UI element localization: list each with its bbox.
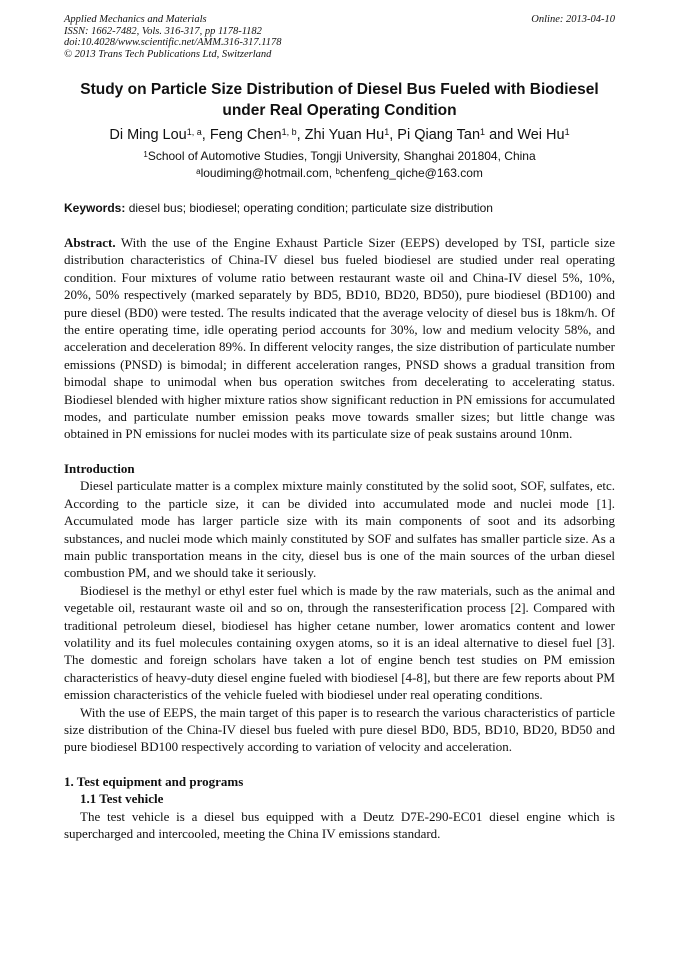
abstract-label: Abstract.: [64, 235, 116, 250]
keywords: [64, 200, 615, 217]
author-name: Feng Chen: [209, 127, 282, 143]
affiliation-block: [64, 148, 615, 182]
author-sup: 1, b: [281, 127, 297, 137]
email-line: [64, 165, 615, 182]
keywords-text: diesel bus; biodiesel; operating condition; particulate size distribution: [125, 201, 493, 215]
section-1-1-paragraph: The test vehicle is a diesel bus equipped with a Deutz D7E-290-EC01 diesel engine which is supercharged and intercooled, meeting the China IV emissions standard.: [64, 808, 615, 841]
author-name: Pi Qiang Tan: [397, 127, 481, 143]
author-sup: 1: [564, 127, 570, 137]
email-b-sup: b: [335, 167, 340, 176]
author-sep: ,: [201, 127, 210, 143]
affiliation-line: [64, 148, 615, 165]
author-sep: ,: [296, 127, 305, 143]
section-1-heading: 1. Test equipment and programs: [64, 773, 244, 789]
abstract-text: With the use of the Engine Exhaust Particle Sizer (EEPS) developed by TSI, particle size distribution characteristics of China-IV diesel bus fueled biodiesel are studied under real operating condition. Four mixtures of volume ratio between restaurant waste oil and China-IV diesel 5%, 10%, 20%, 50% respectively (marked separately by BD5, BD10, BD20, BD50), pure biodiesel (BD100) and pure diesel (BD0) were tested. The results indicated that the average velocity of diesel bus is 18km/h. Of the entire operating time, idle operating period accounts for 30%, low and medium velocity 58%, and acceleration and deceleration 89%. In different velocity ranges, the size distribution of particulate number emissions (PNSD) is bimodal; in different acceleration ranges, PNSD shows a gradual transition from bimodal shape to unimodal when bus operation switches from decelerating to accelerating status. Biodiesel blended with higher mixture ratios show significant reduction in PN emissions for accumulated modes, and particulate number emission peaks move towards smaller sizes; but little change was obtained in PN emissions for nuclei modes with its particulate size of peak sustains around 10nm.: [64, 235, 615, 442]
subsection-1-1-heading: 1.1 Test vehicle: [80, 791, 164, 807]
author-list: [64, 125, 615, 145]
email-a[interactable]: loudiming@hotmail.com,: [200, 166, 336, 180]
intro-paragraph-1: Diesel particulate matter is a complex mixture mainly constituted by the solid soot, SOF, sulfates, etc. According to the particle size, it can be divided into accumulated mode and nuclei mode [1]. Accumulated mode has larger particle size with its main components of soot and its adsorbing substances, and nuclei mode which mainly constituted by SOF and sulfates has smaller particle size. As a main public transportation means in the city, diesel bus is one of the main sources of the urban diesel combustion PM, and we should take it seriously.: [64, 478, 615, 581]
journal-name: Applied Mechanics and Materials: [64, 14, 207, 25]
title-line-2: under Real Operating Condition: [222, 102, 457, 119]
affiliation-text: School of Automotive Studies, Tongji University, Shanghai 201804, China: [147, 149, 536, 163]
email-b[interactable]: chenfeng_qiche@163.com: [339, 166, 483, 180]
author-name: Di Ming Lou: [109, 127, 187, 143]
author-sep: ,: [389, 127, 398, 143]
author-name: Wei Hu: [517, 127, 565, 143]
online-date: Online: 2013-04-10: [531, 14, 615, 25]
intro-paragraph-3: With the use of EEPS, the main target of this paper is to research the various characteristics of particle size distribution of the China-IV diesel bus fueled with pure diesel BD0, BD5, BD10, BD20, BD50 and pure biodiesel BD100 respectively according to variation of velocity and acceleration.: [64, 704, 615, 755]
author-sep: and: [485, 127, 518, 143]
author-sup: 1: [480, 127, 486, 137]
email-a-sup: a: [196, 167, 201, 176]
intro-paragraph-2: Biodiesel is the methyl or ethyl ester fuel which is made by the raw materials, such as the animal and vegetable oil, restaurant waste oil and so on, through the ransesterification process [2]. Compared with traditional petroleum diesel, biodiesel has higher cetane number, lower aromatics content and lower volatility and its fuel molecules containing oxygen atoms, so it is an ideal alternative to diesel fuel [3]. The domestic and foreign scholars have taken a lot of engine bench test studies on PM emission characteristics of heavy-duty diesel engine fueled with biodiesel [4-8], but there are few reports about PM emission characteristics of the vehicle fueled with biodiesel under real operating conditions.: [64, 582, 615, 703]
author-name: Zhi Yuan Hu: [304, 127, 385, 143]
author-sup: 1, a: [186, 127, 202, 137]
journal-header: [64, 14, 615, 60]
copyright-line: © 2013 Trans Tech Publications Ltd, Switzerland: [64, 48, 272, 60]
author-sup: 1: [384, 127, 390, 137]
abstract: [64, 234, 615, 443]
title-line-1: Study on Particle Size Distribution of Diesel Bus Fueled with Biodiesel: [80, 81, 599, 98]
keywords-label: Keywords:: [64, 201, 126, 215]
paper-title: [64, 79, 615, 121]
affiliation-sup: 1: [143, 150, 148, 159]
introduction-heading: Introduction: [64, 460, 135, 476]
paper-page: [64, 14, 615, 842]
doi-line[interactable]: doi:10.4028/www.scientific.net/AMM.316-317.1178: [64, 37, 282, 48]
issn-line: ISSN: 1662-7482, Vols. 316-317, pp 1178-1182: [64, 25, 262, 37]
